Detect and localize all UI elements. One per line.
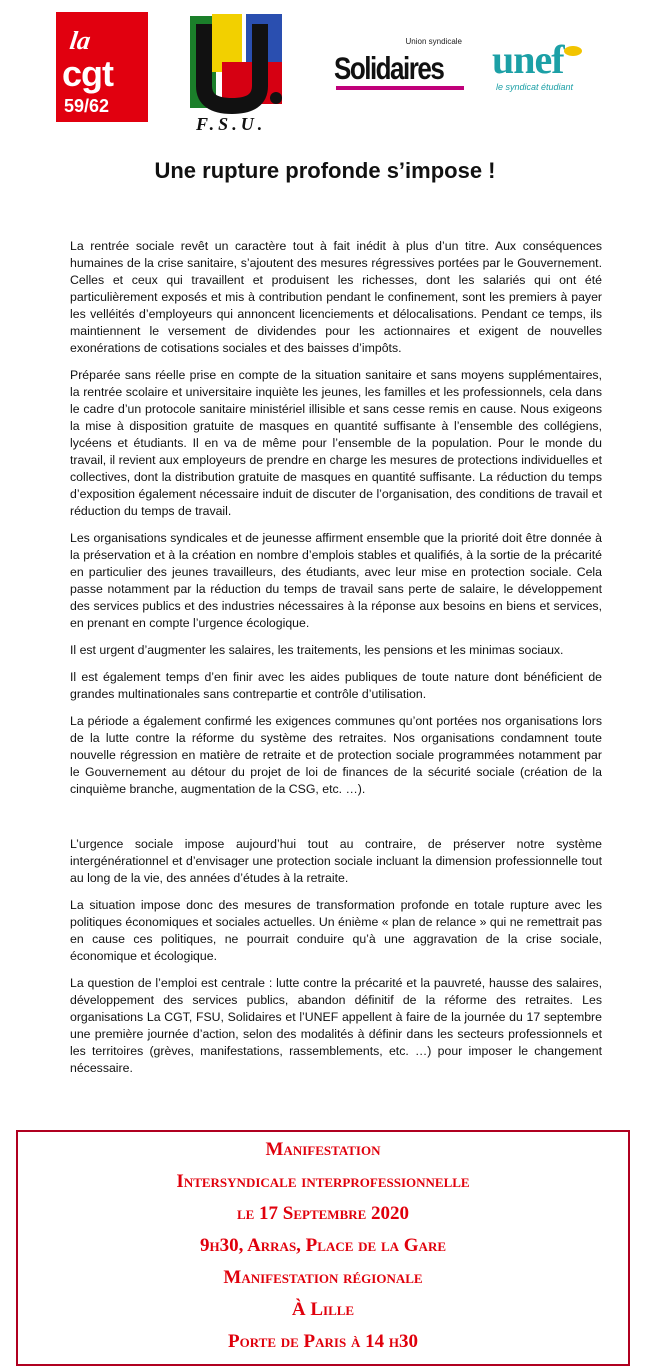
banner-line: Manifestation régionale: [223, 1267, 423, 1288]
logo-bar: [0, 0, 650, 140]
solidaires-logo-union: Union syndicale: [405, 37, 462, 46]
solidaires-logo-name: Solidaires: [334, 50, 444, 86]
banner-line: Porte de Paris à 14 h30: [228, 1331, 418, 1352]
page-title: Une rupture profonde s’impose !: [154, 158, 496, 183]
fsu-logo-graphic: [182, 10, 292, 114]
paragraph: La rentrée sociale revêt un caractère tout à fait inédit à plus d’un titre. Aux conséquences humaines de la crise sanitaire, s’ajoutent des mesures régressives portées par le Gouvernement. Celles et ceux qui travaillent et produisent les richesses, dont les salariés qui ont été particulièrement exposés et mis à contribution pendant le confinement, sont les premiers à payer les velléités d’employeurs qui annoncent licenciements et délocalisations. Pendant ce temps, ils maintiennent le versement de dividendes pour les actionnaires et exigent de nouvelles exonérations de cotisations sociales et des baisses d’impôts.: [70, 239, 602, 355]
solidaires-logo-bar: [336, 86, 464, 90]
unef-logo-tagline: le syndicat étudiant: [496, 82, 574, 92]
cgt-logo: [56, 12, 148, 122]
paragraph: Préparée sans réelle prise en compte de la situation sanitaire et sans moyens supplémentaires, la rentrée scolaire et universitaire inquiète les jeunes, les familles et les professionnels, cela dans le cadre d’un protocole sanitaire ministériel illisible et sans cesse remis en cause. Nous exigeons la mise à disposition gratuite de masques en quantité suffisante à l’ensemble des collégiens, lycéens et étudiants. Il en va de même pour l’ensemble de la population. Pour le monde du travail, il revient aux employeurs de prendre en charge les mesures de protections individuelles et collectives, dont la distribution gratuite de masques en quantité suffisante. La réduction du temps d’exposition également nécessaire induit de discuter de l’organisation, des conditions de travail et réduction du temps de travail.: [70, 368, 602, 518]
solidaires-logo: [334, 38, 468, 88]
paragraph: La période a également confirmé les exigences communes qu’ont portées nos organisations lors de la lutte contre la réforme du système des retraites. Nos organisations condamnent toute nouvelle régression en matière de retraite et de protection sociale programmées notamment par le Gouvernement au détour du projet de loi de finances de la sécurité sociale (création de la cinquième branche, augmentation de la CSG, etc. …).: [70, 714, 602, 796]
paragraph: La question de l’emploi est centrale : lutte contre la précarité et la pauvreté, hausse des salaires, développement des services publics, abandon définitif de la réforme des retraites. Les organisations La CGT, FSU, Solidaires et l’UNEF appellent à faire de la journée du 17 septembre une première journée d’action, selon des modalités à définir dans les secteurs professionnels et les territoires (grèves, manifestations, rassemblements, etc. …) pour imposer le changement nécessaire.: [70, 976, 602, 1075]
banner-line: le 17 Septembre 2020: [236, 1203, 410, 1224]
paragraph: Il est également temps d’en finir avec les aides publiques de toute nature dont bénéficient de grandes multinationales sans contrepartie et contrôle d’utilisation.: [70, 670, 602, 701]
article-body: [70, 238, 602, 1087]
unef-logo: [492, 37, 612, 96]
cgt-logo-name: cgt: [62, 53, 113, 94]
paragraph: La situation impose donc des mesures de transformation profonde en totale rupture avec les politiques économiques et sociales actuelles. Un énième « plan de relance » qui ne remettrait pas en cause ces politiques, ne pourrait conduire qu’à une aggravation de la crise sociale, économique et écologique.: [70, 898, 602, 963]
paragraph: Il est urgent d’augmenter les salaires, les traitements, les pensions et les minimas sociaux.: [70, 643, 564, 657]
banner-line: 9h30, Arras, Place de la Gare: [200, 1235, 446, 1256]
banner-line: À Lille: [291, 1299, 355, 1320]
cgt-logo-dept: 59/62: [64, 96, 110, 116]
cgt-logo-la: la: [68, 26, 93, 55]
banner-line: Intersyndicale interprofessionnelle: [176, 1171, 470, 1192]
unef-logo-name: unef: [492, 37, 564, 82]
banner-line: Manifestation: [265, 1139, 381, 1160]
paragraph: Les organisations syndicales et de jeunesse affirment ensemble que la priorité doit être donnée à la préservation et à la création en nombre d’emplois stables et qualifiés, à la sortie de la précarité en particulier des jeunes travailleurs, des étudiants, avec leur mise en protection sociale. Cela passe notamment par la réduction du temps de travail sans perte de salaire, le développement des services publics et des industries nécessaires à la réponse aux besoins en biens et services, en prenant en compte l’urgence écologique.: [70, 531, 602, 630]
event-banner: [16, 1130, 630, 1366]
fsu-logo-name: F.S.U.: [196, 114, 267, 134]
fsu-logo: [182, 10, 292, 134]
unef-logo-accent: [564, 46, 582, 56]
paragraph: L’urgence sociale impose aujourd’hui tout au contraire, de préserver notre système intergénérationnel et d’envisager une protection sociale incluant la dimension professionnelle tout au long de la vie, des années d’études à la retraite.: [70, 837, 602, 885]
